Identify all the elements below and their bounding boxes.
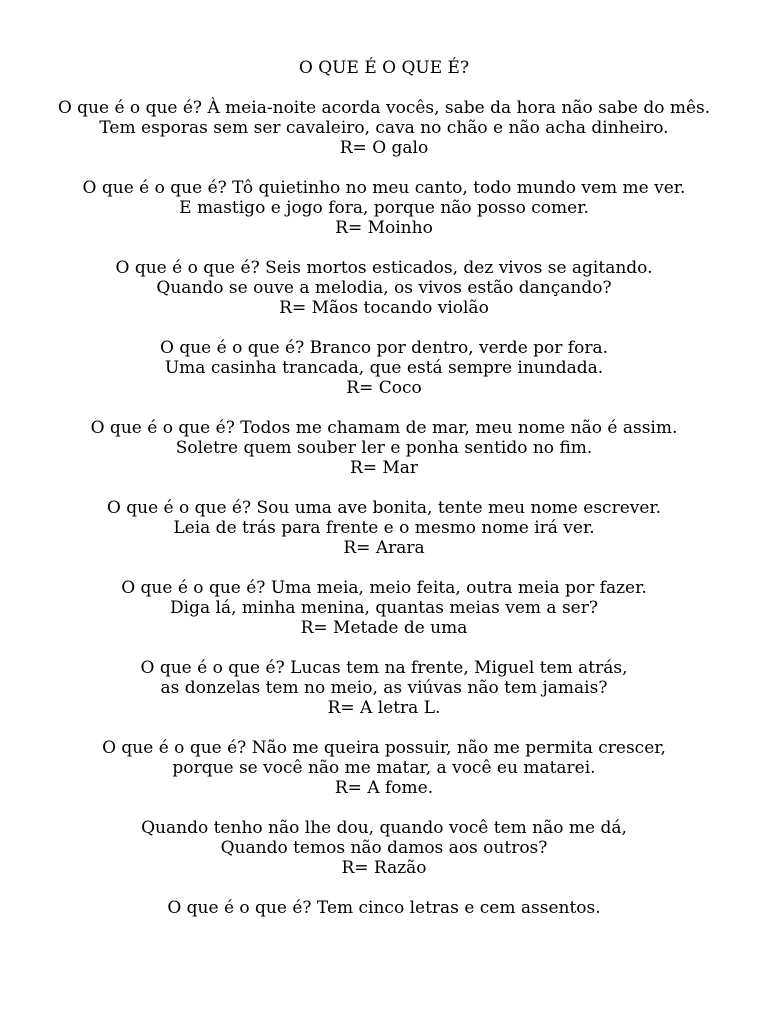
riddle-5 — [0, 418, 768, 478]
riddle-line: E mastigo e jogo fora, porque não posso comer. — [179, 198, 589, 218]
riddle-question: O que é o que é? Branco por dentro, verde por fora. — [160, 338, 608, 358]
riddle-answer: R= A letra L. — [327, 698, 441, 718]
riddle-line: Quando temos não damos aos outros? — [220, 838, 548, 858]
riddle-question: O que é o que é? Sou uma ave bonita, tente meu nome escrever. — [106, 498, 662, 518]
riddle-3 — [0, 258, 768, 318]
riddle-question: O que é o que é? Não me queira possuir, não me permita crescer, — [102, 738, 666, 758]
riddle-11 — [0, 898, 768, 918]
document-title: O QUE É O QUE É? — [298, 58, 470, 78]
riddle-question: O que é o que é? Lucas tem na frente, Miguel tem atrás, — [140, 658, 628, 678]
riddle-question: Quando tenho não lhe dou, quando você tem não me dá, — [141, 818, 627, 838]
riddle-question: O que é o que é? À meia-noite acorda vocês, sabe da hora não sabe do mês. — [57, 98, 711, 118]
riddle-7 — [0, 578, 768, 638]
riddle-answer: R= Arara — [343, 538, 425, 558]
riddle-line: porque se você não me matar, a você eu matarei. — [172, 758, 596, 778]
riddle-line: Quando se ouve a melodia, os vivos estão dançando? — [156, 278, 612, 298]
riddle-answer: R= Razão — [341, 858, 427, 878]
riddle-9 — [0, 738, 768, 798]
riddle-answer: R= A fome. — [334, 778, 434, 798]
document-page — [0, 58, 768, 938]
riddle-line: Diga lá, minha menina, quantas meias vem a ser? — [170, 598, 598, 618]
riddle-answer: R= Moinho — [335, 218, 433, 238]
riddle-line: as donzelas tem no meio, as viúvas não tem jamais? — [160, 678, 608, 698]
riddle-question: O que é o que é? Tô quietinho no meu canto, todo mundo vem me ver. — [82, 178, 686, 198]
riddle-1 — [0, 98, 768, 158]
riddle-line: Tem esporas sem ser cavaleiro, cava no chão e não acha dinheiro. — [99, 118, 669, 138]
riddle-8 — [0, 658, 768, 718]
riddle-2 — [0, 178, 768, 238]
riddle-question: O que é o que é? Seis mortos esticados, dez vivos se agitando. — [115, 258, 653, 278]
riddle-answer: R= O galo — [339, 138, 429, 158]
riddle-answer: R= Mãos tocando violão — [279, 298, 489, 318]
riddle-answer: R= Metade de uma — [300, 618, 468, 638]
riddle-question: O que é o que é? Tem cinco letras e cem assentos. — [167, 898, 601, 918]
riddle-question: O que é o que é? Uma meia, meio feita, outra meia por fazer. — [121, 578, 647, 598]
riddle-line: Soletre quem souber ler e ponha sentido no fim. — [175, 438, 593, 458]
riddle-answer: R= Coco — [346, 378, 422, 398]
riddle-question: O que é o que é? Todos me chamam de mar, meu nome não é assim. — [90, 418, 678, 438]
riddle-line: Leia de trás para frente e o mesmo nome irá ver. — [173, 518, 595, 538]
riddle-10 — [0, 818, 768, 878]
riddle-answer: R= Mar — [349, 458, 419, 478]
riddle-6 — [0, 498, 768, 558]
riddle-line: Uma casinha trancada, que está sempre inundada. — [164, 358, 604, 378]
riddle-4 — [0, 338, 768, 398]
